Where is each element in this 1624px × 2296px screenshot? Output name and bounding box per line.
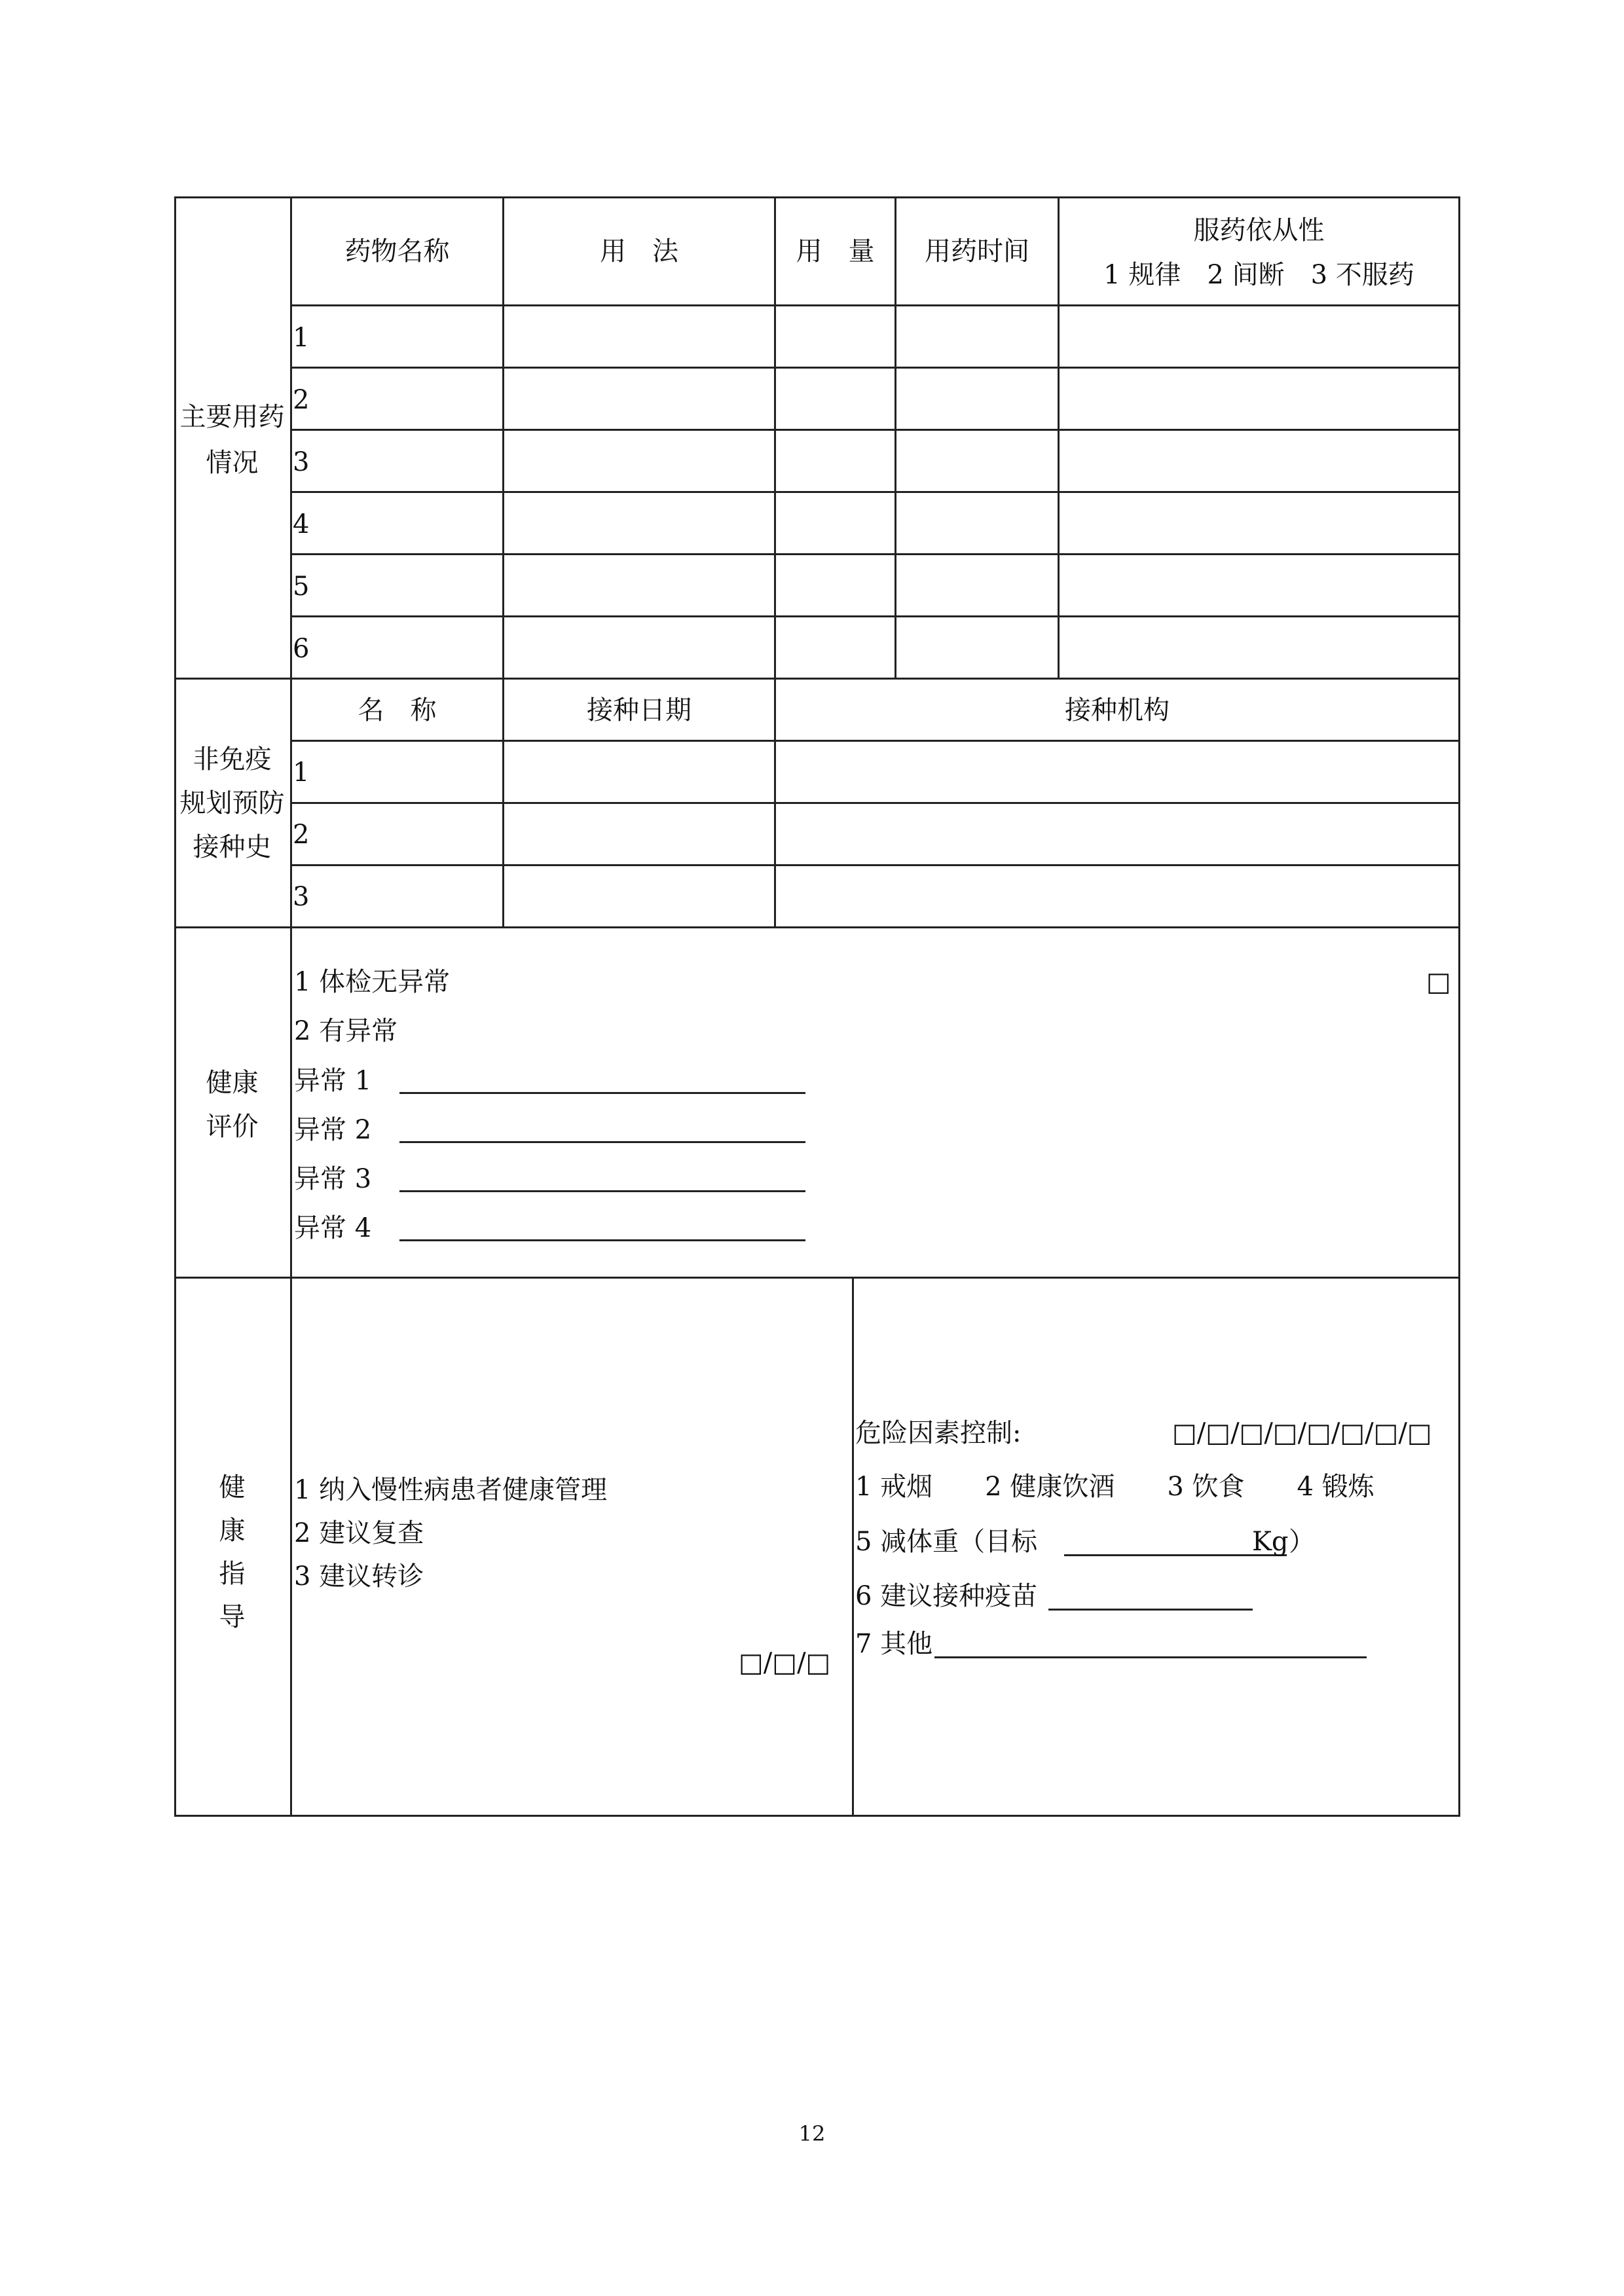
guidance-section-label-char: 康 bbox=[219, 1516, 246, 1546]
row-line bbox=[290, 615, 1460, 617]
vaccination-row-number: 1 bbox=[293, 757, 310, 788]
header-drug-name: 药物名称 bbox=[344, 236, 450, 266]
table-border-right bbox=[1458, 196, 1460, 1817]
medication-row-number: 3 bbox=[293, 447, 310, 477]
section-divider bbox=[174, 1277, 1460, 1279]
row-line bbox=[290, 864, 1460, 866]
other-field[interactable] bbox=[934, 1656, 1367, 1658]
no-abnormality-option: 1 体检无异常 bbox=[294, 967, 451, 997]
label-column-divider bbox=[290, 196, 292, 1817]
other-label: 7 其他 bbox=[855, 1629, 933, 1659]
header-vaccine-name: 名 称 bbox=[358, 695, 437, 725]
header-vaccination-date: 接种日期 bbox=[587, 695, 692, 725]
row-line bbox=[290, 740, 1460, 742]
abnormal-item-label: 异常 4 bbox=[294, 1213, 372, 1243]
guidance-option: 3 建议转诊 bbox=[294, 1561, 424, 1592]
evaluation-section-label-line2: 评价 bbox=[206, 1112, 259, 1142]
column-line bbox=[852, 1277, 854, 1817]
row-line bbox=[290, 491, 1460, 493]
vaccine-suggestion-field[interactable] bbox=[1048, 1609, 1253, 1611]
medication-section-label-line1: 主要用药 bbox=[179, 402, 285, 432]
abnormal-item-label: 异常 1 bbox=[294, 1066, 372, 1096]
has-abnormality-option: 2 有异常 bbox=[294, 1016, 398, 1046]
weight-suffix: ） bbox=[1289, 1527, 1315, 1557]
vaccine-suggestion-label: 6 建议接种疫苗 bbox=[855, 1581, 1038, 1611]
row-line bbox=[290, 553, 1460, 555]
row-line bbox=[290, 429, 1460, 431]
header-compliance-title: 服药依从性 bbox=[1193, 215, 1325, 246]
section-divider bbox=[174, 678, 1460, 680]
row-line bbox=[290, 802, 1460, 804]
header-medication-time: 用药时间 bbox=[925, 236, 1029, 266]
medication-row-number: 4 bbox=[293, 509, 310, 539]
evaluation-section-label-line1: 健康 bbox=[206, 1068, 259, 1098]
row-line bbox=[290, 304, 1460, 306]
medication-row-number: 6 bbox=[293, 634, 310, 664]
vaccination-row-number: 2 bbox=[293, 820, 310, 850]
row-line bbox=[290, 367, 1460, 369]
guidance-option: 1 纳入慢性病患者健康管理 bbox=[294, 1475, 608, 1505]
vaccination-row-number: 3 bbox=[293, 882, 310, 912]
column-line bbox=[502, 196, 504, 680]
header-usage: 用 法 bbox=[600, 236, 678, 266]
medication-row-number: 1 bbox=[293, 323, 310, 353]
column-line bbox=[774, 196, 776, 680]
header-dosage: 用 量 bbox=[796, 236, 875, 266]
header-vaccination-institution: 接种机构 bbox=[1065, 695, 1170, 725]
evaluation-checkbox[interactable]: □ bbox=[1426, 967, 1451, 997]
guidance-section-label-char: 健 bbox=[219, 1472, 246, 1503]
table-border-bottom bbox=[174, 1815, 1460, 1817]
weight-unit: Kg bbox=[1252, 1527, 1289, 1557]
column-line bbox=[895, 196, 896, 680]
vaccination-section-label-line2: 规划预防 bbox=[179, 788, 285, 818]
table-border-top bbox=[174, 196, 1460, 198]
guidance-section-label-char: 指 bbox=[219, 1559, 246, 1589]
abnormal-item-field[interactable] bbox=[399, 1239, 805, 1241]
vaccination-section-label-line1: 非免疫 bbox=[193, 744, 272, 774]
abnormal-item-field[interactable] bbox=[399, 1141, 805, 1143]
vaccination-section-label-line3: 接种史 bbox=[193, 832, 272, 862]
guidance-checkboxes[interactable]: □/□/□ bbox=[739, 1648, 831, 1678]
risk-factor-checkboxes[interactable]: □/□/□/□/□/□/□/□ bbox=[1172, 1418, 1432, 1448]
medication-row-number: 5 bbox=[293, 572, 310, 602]
header-compliance-options: 1 规律 2 间断 3 不服药 bbox=[1103, 260, 1414, 290]
guidance-option: 2 建议复查 bbox=[294, 1518, 424, 1548]
abnormal-item-field[interactable] bbox=[399, 1190, 805, 1192]
weight-loss-label: 5 减体重（目标 bbox=[855, 1527, 1038, 1557]
section-divider bbox=[174, 926, 1460, 928]
risk-factor-options: 1 戒烟 2 健康饮酒 3 饮食 4 锻炼 bbox=[855, 1472, 1375, 1502]
abnormal-item-label: 异常 2 bbox=[294, 1115, 372, 1145]
risk-factor-title: 危险因素控制: bbox=[855, 1418, 1022, 1448]
page-number: 12 bbox=[798, 2121, 826, 2146]
medication-row-number: 2 bbox=[293, 385, 310, 415]
medication-section-label-line2: 情况 bbox=[206, 448, 259, 478]
guidance-section-label-char: 导 bbox=[219, 1602, 246, 1632]
abnormal-item-label: 异常 3 bbox=[294, 1164, 372, 1194]
abnormal-item-field[interactable] bbox=[399, 1092, 805, 1094]
